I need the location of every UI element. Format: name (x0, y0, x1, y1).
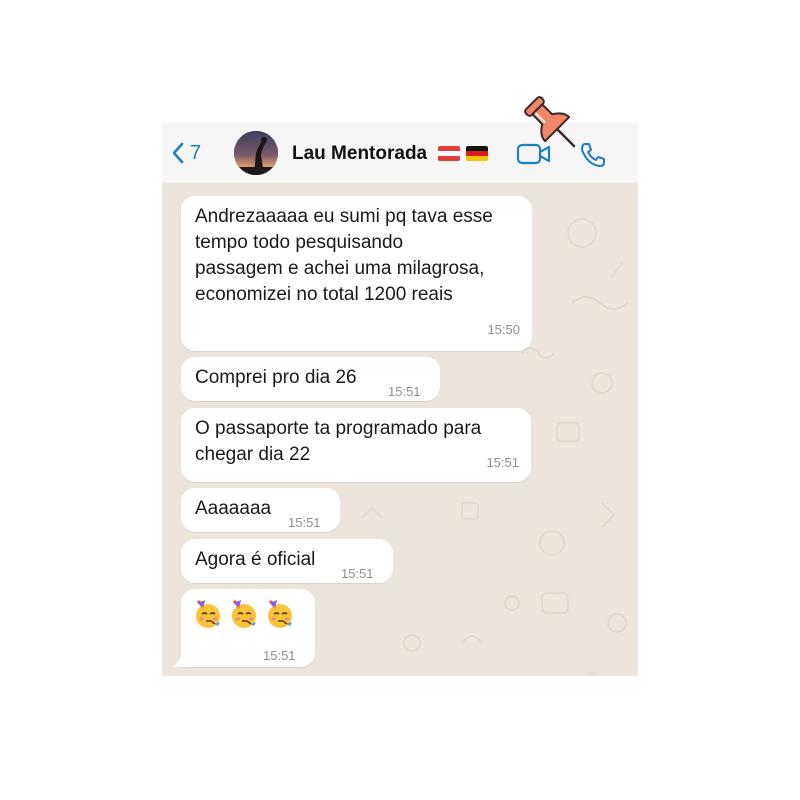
message-time: 15:51 (263, 648, 296, 663)
message-bubble[interactable] (181, 488, 340, 532)
message-time: 15:50 (487, 322, 520, 337)
message-bubble[interactable] (181, 408, 531, 482)
avatar-photo (234, 131, 278, 175)
message-text: Comprei pro dia 26 (195, 367, 357, 388)
chevron-left-icon (170, 141, 186, 165)
bubble-tail (172, 653, 186, 667)
partying-face-icon (193, 599, 223, 629)
message-time: 15:51 (388, 384, 421, 399)
message-bubble[interactable] (181, 357, 440, 401)
avatar[interactable] (234, 131, 278, 175)
message-time: 15:51 (288, 515, 321, 530)
unread-count: 7 (190, 141, 202, 164)
message-time: 15:51 (341, 566, 374, 581)
message-text: O passaporte ta programado para chegar dia 22 (195, 418, 482, 465)
message-time: 15:51 (486, 455, 519, 470)
message-text: Andrezaaaaa eu sumi pq tava esse tempo todo pesquisando passagem e achei uma milagrosa, economizei no total 1200 reais (195, 206, 493, 305)
germany-flag-icon (466, 146, 488, 161)
back-button[interactable] (170, 139, 214, 167)
message-bubble[interactable] (181, 539, 393, 583)
austria-flag-icon (438, 146, 460, 161)
partying-face-icon (265, 599, 295, 629)
pushpin-icon (520, 92, 590, 162)
message-text: Agora é oficial (195, 549, 316, 570)
partying-face-icon (229, 599, 259, 629)
chat-window (162, 123, 638, 676)
emoji-row (193, 599, 295, 629)
message-bubble[interactable] (181, 589, 315, 667)
message-text: Aaaaaaa (195, 498, 272, 519)
contact-name[interactable]: Lau Mentorada (292, 143, 428, 164)
contact-flags (438, 146, 488, 161)
message-bubble[interactable] (181, 196, 532, 351)
